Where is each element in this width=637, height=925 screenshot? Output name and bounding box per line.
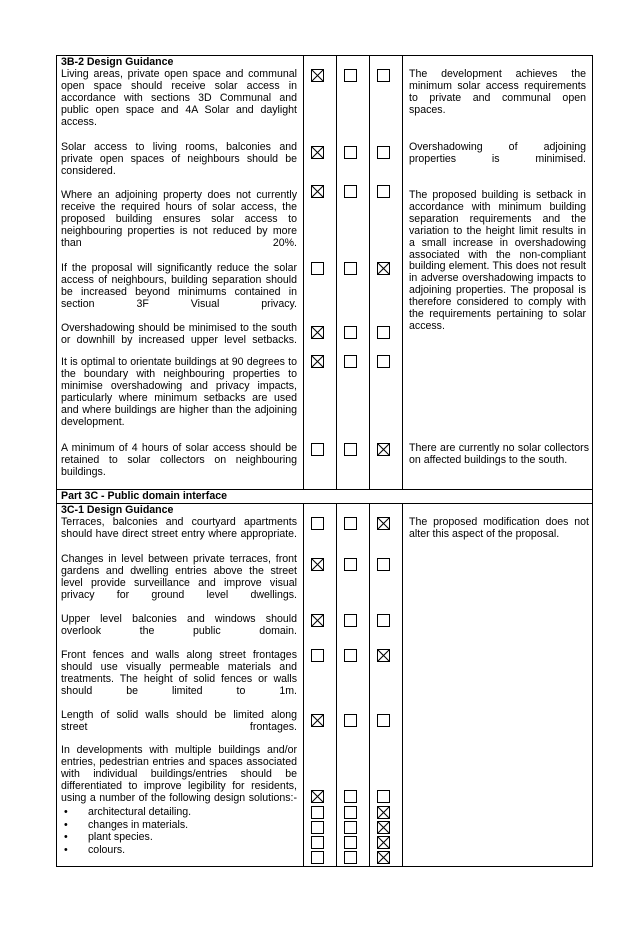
comment-text: The proposed modification does not alter this aspect of the proposal. [409, 516, 589, 540]
cross-icon [378, 263, 389, 274]
checkbox-yes-checked[interactable] [311, 326, 324, 339]
cross-icon [378, 444, 389, 455]
checkbox-na-checked[interactable] [377, 821, 390, 834]
checkbox-yes-checked[interactable] [311, 790, 324, 803]
guidance-text: Front fences and walls along street frontages should use visually permeable materials and treatments. The height of solid fences or walls should be limited to 1m. [61, 649, 297, 697]
checkbox-na-checked[interactable] [377, 517, 390, 530]
checkbox-yes[interactable] [311, 821, 324, 834]
checkbox-na[interactable] [377, 614, 390, 627]
checkbox-yes-checked[interactable] [311, 146, 324, 159]
checkbox-no[interactable] [344, 836, 357, 849]
part-title-3c: Part 3C - Public domain interface [61, 490, 228, 502]
checkbox-na-checked[interactable] [377, 851, 390, 864]
column-divider [303, 55, 304, 489]
guidance-text: If the proposal will significantly reduce the solar access of neighbours, building separation should be increased beyond minimums contained in section 3F Visual privacy. [61, 262, 297, 310]
checkbox-yes[interactable] [311, 649, 324, 662]
checkbox-yes[interactable] [311, 806, 324, 819]
checkbox-no[interactable] [344, 806, 357, 819]
guidance-text: Upper level balconies and windows should overlook the public domain. [61, 613, 297, 637]
checkbox-no[interactable] [344, 649, 357, 662]
checkbox-na-checked[interactable] [377, 649, 390, 662]
checkbox-yes-checked[interactable] [311, 185, 324, 198]
checkbox-na[interactable] [377, 558, 390, 571]
column-divider [369, 503, 370, 866]
checkbox-no[interactable] [344, 146, 357, 159]
cross-icon [312, 327, 323, 338]
bullet: • [64, 843, 68, 856]
checkbox-no[interactable] [344, 714, 357, 727]
cross-icon [312, 147, 323, 158]
cross-icon [378, 837, 389, 848]
section-heading-3c1: 3C-1 Design Guidance [61, 504, 174, 516]
checkbox-na[interactable] [377, 185, 390, 198]
checkbox-na-checked[interactable] [377, 262, 390, 275]
checkbox-yes[interactable] [311, 443, 324, 456]
list-item-label: changes in materials. [88, 818, 189, 831]
checkbox-yes[interactable] [311, 262, 324, 275]
column-divider [402, 55, 403, 489]
cross-icon [312, 70, 323, 81]
checkbox-no[interactable] [344, 614, 357, 627]
checkbox-na-checked[interactable] [377, 443, 390, 456]
guidance-text: Length of solid walls should be limited along street frontages. [61, 709, 297, 733]
column-divider [303, 503, 304, 866]
checkbox-na[interactable] [377, 69, 390, 82]
cross-icon [378, 807, 389, 818]
checkbox-na[interactable] [377, 790, 390, 803]
guidance-text: Living areas, private open space and communal open space should receive solar access in accordance with sections 3D Communal and public open space and 4A Solar and daylight access. [61, 68, 297, 128]
checkbox-no[interactable] [344, 326, 357, 339]
checkbox-yes-checked[interactable] [311, 69, 324, 82]
checkbox-yes-checked[interactable] [311, 355, 324, 368]
cross-icon [312, 559, 323, 570]
cross-icon [378, 822, 389, 833]
cross-icon [312, 186, 323, 197]
cross-icon [378, 518, 389, 529]
checkbox-no[interactable] [344, 558, 357, 571]
guidance-text: Solar access to living rooms, balconies and private open spaces of neighbours should be considered. [61, 141, 297, 177]
column-divider [336, 503, 337, 866]
cross-icon [378, 852, 389, 863]
checkbox-yes[interactable] [311, 517, 324, 530]
list-item-label: colours. [88, 843, 126, 856]
guidance-text: In developments with multiple buildings and/or entries, pedestrian entries and spaces associated with individual buildings/entries should be differentiated to improve legibility for residents, using a number of the following design solutions:- [61, 744, 297, 804]
checkbox-na-checked[interactable] [377, 806, 390, 819]
guidance-text: Where an adjoining property does not currently receive the required hours of solar access, the proposed building ensures solar access to neighbouring properties is not reduced by more than 20%. [61, 189, 297, 249]
checkbox-na[interactable] [377, 355, 390, 368]
comment-text: The proposed building is setback in accordance with minimum building separation requirements and the variation to the height limit results in a small increase in overshadowing associated with the non-compliant building element. This does not result in adverse overshadowing impacts to adjoining properties. The proposal is therefore considered to comply with the requirements pertaining to solar access. [409, 189, 586, 332]
list-item-label: plant species. [88, 831, 153, 843]
guidance-text: Overshadowing should be minimised to the south or downhill by increased upper level setbacks. [61, 322, 297, 346]
checkbox-yes[interactable] [311, 851, 324, 864]
table-border-right [592, 55, 593, 866]
comment-text: Overshadowing of adjoining properties is minimised. [409, 141, 586, 165]
column-divider [336, 55, 337, 489]
comment-text: There are currently no solar collectors on affected buildings to the south. [409, 442, 589, 466]
column-divider [369, 55, 370, 489]
guidance-text: Changes in level between private terraces, front gardens and dwelling entries above the street level provide surveillance and improve visual privacy for ground level dwellings. [61, 553, 297, 601]
comment-text: The development achieves the minimum solar access requirements to private and communal open spaces. [409, 68, 586, 116]
table-border-left [56, 55, 57, 866]
cross-icon [378, 650, 389, 661]
checkbox-yes-checked[interactable] [311, 714, 324, 727]
checkbox-no[interactable] [344, 185, 357, 198]
bullet: • [64, 831, 68, 843]
checkbox-yes[interactable] [311, 836, 324, 849]
checkbox-yes-checked[interactable] [311, 558, 324, 571]
checkbox-na-checked[interactable] [377, 836, 390, 849]
checkbox-no[interactable] [344, 355, 357, 368]
checkbox-no[interactable] [344, 851, 357, 864]
table-border-bottom [56, 866, 593, 867]
column-divider [402, 503, 403, 866]
cross-icon [312, 715, 323, 726]
checkbox-na[interactable] [377, 326, 390, 339]
checkbox-no[interactable] [344, 262, 357, 275]
checkbox-no[interactable] [344, 821, 357, 834]
checkbox-no[interactable] [344, 69, 357, 82]
cross-icon [312, 615, 323, 626]
checkbox-no[interactable] [344, 517, 357, 530]
checkbox-no[interactable] [344, 443, 357, 456]
cross-icon [312, 791, 323, 802]
section-heading-3b2: 3B-2 Design Guidance [61, 56, 174, 68]
bullet: • [64, 818, 68, 831]
guidance-text: It is optimal to orientate buildings at 90 degrees to the boundary with neighbouring properties to minimise overshadowing and privacy impacts, particularly where minimum setbacks are used and where buildings are higher than the adjoining development. [61, 356, 297, 428]
checkbox-na[interactable] [377, 714, 390, 727]
checkbox-no[interactable] [344, 790, 357, 803]
guidance-text: Terraces, balconies and courtyard apartments should have direct street entry where appropriate. [61, 516, 297, 540]
list-item-label: architectural detailing. [88, 806, 192, 818]
guidance-text: A minimum of 4 hours of solar access should be retained to solar collectors on neighbouring buildings. [61, 442, 297, 478]
checkbox-na[interactable] [377, 146, 390, 159]
cross-icon [312, 356, 323, 367]
bullet: • [64, 806, 68, 818]
checkbox-yes-checked[interactable] [311, 614, 324, 627]
